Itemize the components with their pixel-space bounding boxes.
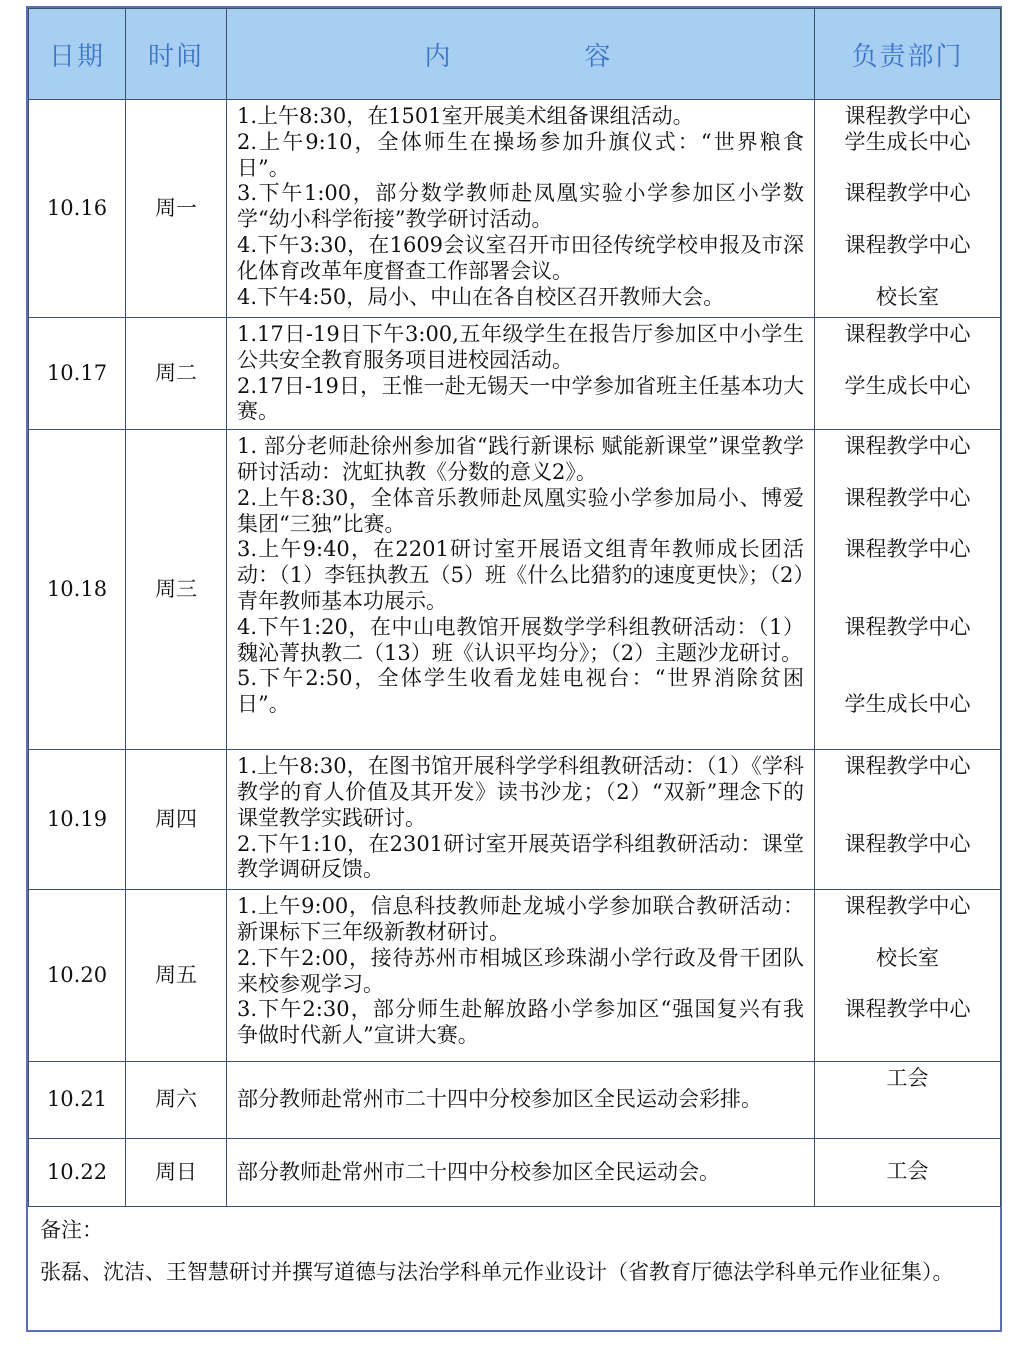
dept-label: 学生成长中心 <box>844 129 971 154</box>
activity-item: 3.下午1:00，部分数学教师赴凤凰实验小学参加区小学数学“幼小科学衔接”教学研讨活动。 <box>237 181 804 232</box>
dept-label <box>816 563 999 589</box>
dept-label <box>816 512 999 538</box>
date-cell: 10.17 <box>29 318 126 430</box>
activity-item: 3.下午2:30，部分师生赴解放路小学参加区“强国复兴有我 争做时代新人”宣讲大赛。 <box>237 997 804 1048</box>
dept-label: 学生成长中心 <box>844 373 971 398</box>
content-cell <box>227 318 815 430</box>
dept-cell <box>815 890 1001 1062</box>
dept-label <box>816 920 999 946</box>
content-cell <box>227 750 815 890</box>
table-row <box>29 430 1001 750</box>
header-time: 时间 <box>126 9 227 100</box>
weekday-cell: 周四 <box>126 750 227 890</box>
dept-label <box>816 460 999 486</box>
dept-label <box>816 348 999 374</box>
date-cell: 10.20 <box>29 890 126 1062</box>
activity-item: 1.17日-19日下午3:00,五年级学生在报告厅参加区中小学生公共安全教育服务项目进校园活动。 <box>237 322 804 372</box>
dept-cell <box>815 750 1001 890</box>
activity-item: 2.17日-19日，王惟一赴无锡天一中学参加省班主任基本功大赛。 <box>237 373 804 424</box>
activity-item: 4.下午1:20，在中山电教馆开展数学学科组教研活动：（1）魏沁菁执教二（13）班《认识平均分》；（2）主题沙龙研讨。 <box>237 614 804 665</box>
table-row <box>29 890 1001 1062</box>
dept-label: 课程教学中心 <box>844 232 971 257</box>
dept-label: 课程教学中心 <box>844 322 971 346</box>
dept-cell <box>815 430 1001 750</box>
weekday-cell: 周三 <box>126 430 227 750</box>
table-row <box>29 1062 1001 1139</box>
dept-label: 课程教学中心 <box>844 754 971 779</box>
header-content: 内 容 <box>227 9 815 100</box>
weekday-cell: 周六 <box>126 1062 227 1139</box>
dept-label: 工会 <box>886 1066 929 1091</box>
weekday-cell: 周日 <box>126 1139 227 1207</box>
notes-label: 备注： <box>40 1218 103 1242</box>
dept-label: 课程教学中心 <box>844 104 971 128</box>
dept-label: 校长室 <box>876 945 939 970</box>
dept-cell <box>815 1062 1001 1139</box>
date-cell: 10.18 <box>29 430 126 750</box>
activity-item: 1. 部分老师赴徐州参加省“践行新课标 赋能新课堂”课堂教学研讨活动：沈虹执教《分数的意义2》。 <box>237 434 804 484</box>
activity-item: 3.上午9:40，在2201研讨室开展语文组青年教师成长团活动：（1）李钰执教五（5）班《什么比猎豹的速度更快》；（2）青年教师基本功展示。 <box>237 537 804 613</box>
activity-item: 2.下午2:00，接待苏州市相城区珍珠湖小学行政及骨干团队来校参观学习。 <box>237 945 804 996</box>
date-cell: 10.16 <box>29 100 126 318</box>
activity-item: 4.下午4:50，局小、中山在各自校区召开教师大会。 <box>237 284 725 309</box>
dept-label: 课程教学中心 <box>844 181 971 206</box>
dept-label <box>816 641 999 667</box>
dept-label: 课程教学中心 <box>844 614 971 639</box>
dept-label: 课程教学中心 <box>844 831 971 856</box>
activity-item: 2.上午8:30，全体音乐教师赴凤凰实验小学参加局小、博爱集团“三独”比赛。 <box>237 485 804 536</box>
dept-label: 课程教学中心 <box>844 997 971 1022</box>
weekday-cell: 周二 <box>126 318 227 430</box>
dept-label <box>816 806 999 832</box>
activity-item: 部分教师赴常州市二十四中分校参加区全民运动会。 <box>237 1159 720 1184</box>
header-date: 日期 <box>29 9 126 100</box>
dept-cell <box>815 1139 1001 1207</box>
table-row <box>29 318 1001 430</box>
dept-label <box>816 156 999 182</box>
activity-item: 5.下午2:50，全体学生收看龙娃电视台：“世界消除贫困日”。 <box>237 666 804 717</box>
header-dept: 负责部门 <box>815 9 1001 100</box>
dept-label <box>816 259 999 285</box>
header-row <box>29 9 1001 100</box>
table-row <box>29 750 1001 890</box>
activity-item: 2.下午1:10，在2301研讨室开展英语学科组教研活动：课堂教学调研反馈。 <box>237 831 804 882</box>
dept-label: 课程教学中心 <box>844 485 971 510</box>
weekday-cell: 周五 <box>126 890 227 1062</box>
dept-label <box>816 666 999 692</box>
dept-label <box>816 972 999 998</box>
weekday-cell: 周一 <box>126 100 227 318</box>
content-cell <box>227 430 815 750</box>
dept-cell <box>815 100 1001 318</box>
content-cell <box>227 890 815 1062</box>
dept-cell <box>815 318 1001 430</box>
date-cell: 10.21 <box>29 1062 126 1139</box>
content-cell <box>227 1062 815 1139</box>
activity-item: 部分教师赴常州市二十四中分校参加区全民运动会彩排。 <box>237 1087 762 1112</box>
dept-label: 课程教学中心 <box>844 894 971 919</box>
dept-label: 校长室 <box>876 284 939 309</box>
notes-section <box>40 1216 990 1286</box>
date-cell: 10.22 <box>29 1139 126 1207</box>
content-cell <box>227 1139 815 1207</box>
notes-text: 张磊、沈洁、王智慧研讨并撰写道德与法治学科单元作业设计（省教育厅德法学科单元作业征集）。 <box>40 1260 954 1284</box>
dept-label: 课程教学中心 <box>844 434 971 459</box>
activity-item: 2.上午9:10，全体师生在操场参加升旗仪式：“世界粮食日”。 <box>237 129 804 180</box>
content-cell <box>227 100 815 318</box>
dept-label: 工会 <box>886 1159 929 1184</box>
activity-item: 1.上午8:30，在1501室开展美术组备课组活动。 <box>237 104 694 128</box>
activity-item: 1.上午9:00，信息科技教师赴龙城小学参加联合教研活动：新课标下三年级新教材研讨。 <box>237 894 804 944</box>
activity-item: 1.上午8:30，在图书馆开展科学学科组教研活动：（1）《学科教学的育人价值及其开发》读书沙龙；（2）“双新”理念下的课堂教学实践研讨。 <box>237 754 804 830</box>
dept-label <box>816 780 999 806</box>
table-row <box>29 1139 1001 1207</box>
schedule-table <box>28 8 1001 1207</box>
dept-label <box>816 589 999 615</box>
table-row <box>29 100 1001 318</box>
schedule-body <box>29 100 1001 1207</box>
date-cell: 10.19 <box>29 750 126 890</box>
dept-label: 学生成长中心 <box>844 692 971 717</box>
dept-label <box>816 207 999 233</box>
activity-item: 4.下午3:30，在1609会议室召开市田径传统学校申报及市深化体育改革年度督查工作部署会议。 <box>237 232 804 283</box>
dept-label: 课程教学中心 <box>844 537 971 562</box>
